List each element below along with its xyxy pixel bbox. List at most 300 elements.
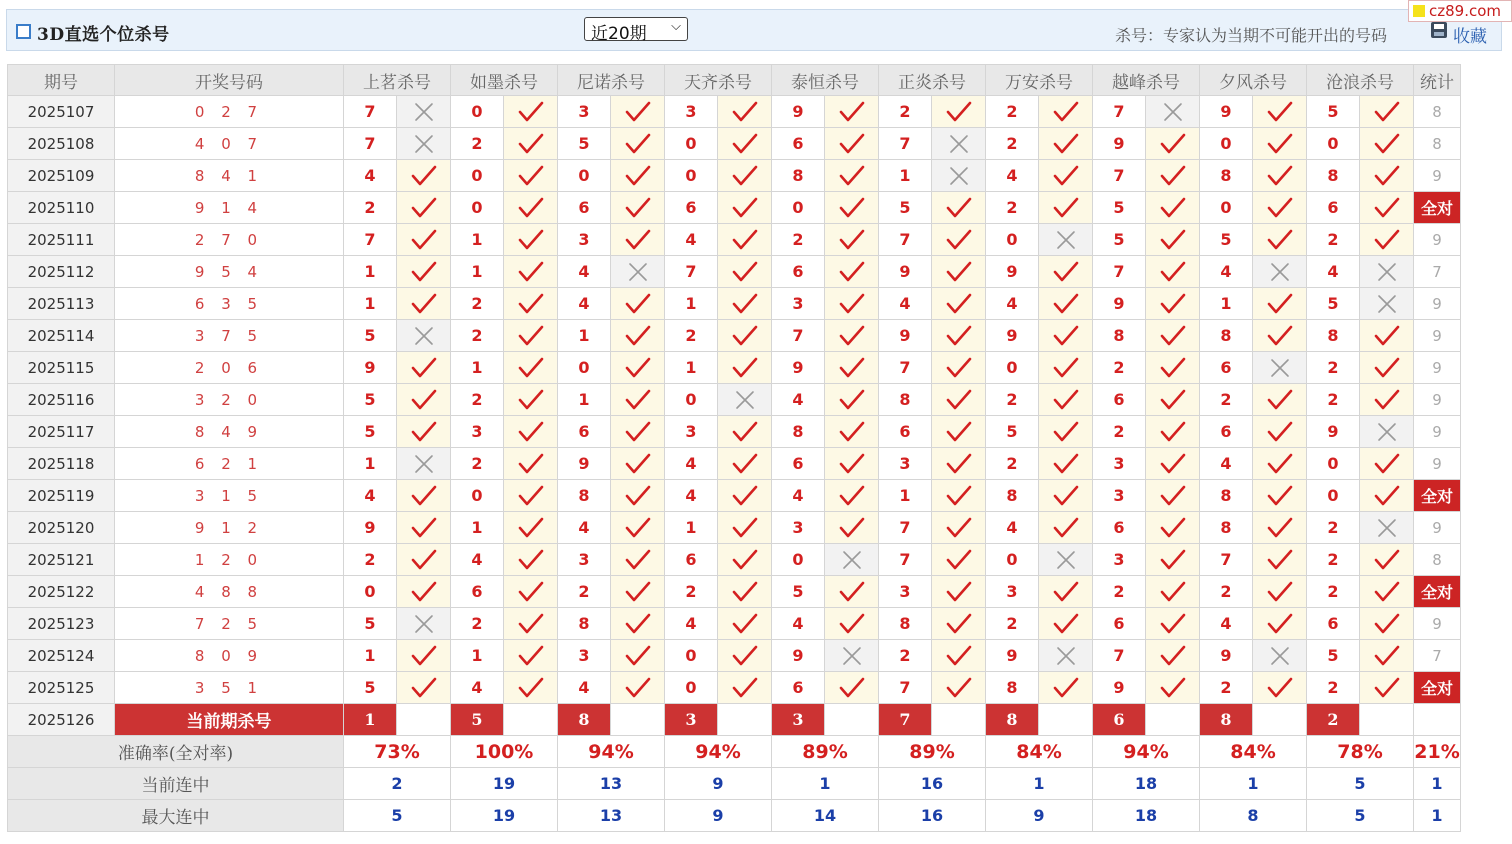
- cross-icon: [1267, 645, 1293, 667]
- check-icon: [732, 613, 758, 635]
- kill-number-cell: 9: [344, 512, 396, 543]
- result-cell: [825, 640, 878, 671]
- result-cell: [1146, 448, 1199, 479]
- result-cell: [504, 128, 557, 159]
- kill-number-cell: 4: [665, 608, 717, 639]
- check-icon: [411, 293, 437, 315]
- result-cell: [611, 288, 664, 319]
- kill-number-cell: 8: [772, 416, 824, 447]
- check-icon: [1053, 453, 1079, 475]
- check-icon: [1053, 517, 1079, 539]
- check-icon: [839, 165, 865, 187]
- result-cell: [718, 352, 771, 383]
- table-row: [8, 608, 1460, 639]
- kill-number-cell: 5: [344, 672, 396, 703]
- check-icon: [1160, 293, 1186, 315]
- current-kill-cell: 6: [1093, 704, 1145, 735]
- kill-number-cell: 0: [772, 544, 824, 575]
- empty-cell: [718, 704, 771, 735]
- kill-number-cell: 0: [451, 160, 503, 191]
- result-cell: [1039, 224, 1092, 255]
- result-cell: [611, 576, 664, 607]
- stat-cell: 全对: [1414, 672, 1460, 703]
- result-cell: [1253, 128, 1306, 159]
- kill-number-cell: 8: [1200, 480, 1252, 511]
- kill-number-cell: 0: [558, 160, 610, 191]
- result-cell: [1039, 384, 1092, 415]
- check-icon: [732, 293, 758, 315]
- summary-label-cell: 准确率(全对率): [8, 736, 343, 767]
- kill-number-cell: 4: [1200, 608, 1252, 639]
- result-cell: [932, 512, 985, 543]
- check-icon: [839, 197, 865, 219]
- chevron-down-icon: ⌵: [671, 19, 681, 34]
- kill-number-cell: 8: [986, 672, 1038, 703]
- kill-number-cell: 2: [665, 320, 717, 351]
- issue-cell: 2025114: [8, 320, 114, 351]
- summary-row: [8, 800, 1460, 831]
- check-icon: [1160, 485, 1186, 507]
- kill-number-cell: 4: [665, 480, 717, 511]
- result-cell: [1039, 256, 1092, 287]
- result-cell: [932, 640, 985, 671]
- result-cell: [932, 288, 985, 319]
- empty-cell: [932, 704, 985, 735]
- stat-cell: 8: [1414, 96, 1460, 127]
- check-icon: [732, 165, 758, 187]
- kill-number-cell: 8: [1200, 160, 1252, 191]
- result-cell: [397, 512, 450, 543]
- check-icon: [1267, 293, 1293, 315]
- cross-icon: [625, 261, 651, 283]
- kill-number-cell: 0: [986, 544, 1038, 575]
- kill-number-cell: 9: [1093, 672, 1145, 703]
- result-cell: [611, 352, 664, 383]
- checkbox-icon[interactable]: [16, 24, 31, 39]
- kill-number-cell: 1: [344, 256, 396, 287]
- draw-number-cell: 4 0 7: [115, 128, 343, 159]
- result-cell: [825, 672, 878, 703]
- result-cell: [932, 256, 985, 287]
- result-cell: [718, 448, 771, 479]
- summary-stat-cell: 1: [1414, 800, 1460, 831]
- kill-number-cell: 2: [986, 96, 1038, 127]
- current-kill-cell: 3: [772, 704, 824, 735]
- kill-number-cell: 7: [344, 96, 396, 127]
- kill-number-cell: 2: [665, 576, 717, 607]
- stat-cell: 8: [1414, 128, 1460, 159]
- check-icon: [946, 389, 972, 411]
- check-icon: [518, 421, 544, 443]
- favorite-link[interactable]: 收藏: [1453, 27, 1487, 47]
- summary-value-cell: 78%: [1307, 736, 1413, 767]
- kill-number-cell: 2: [1307, 672, 1359, 703]
- result-cell: [397, 96, 450, 127]
- check-icon: [946, 453, 972, 475]
- issue-cell: 2025121: [8, 544, 114, 575]
- result-cell: [611, 512, 664, 543]
- save-icon[interactable]: [1431, 22, 1447, 38]
- check-icon: [518, 133, 544, 155]
- summary-value-cell: 94%: [558, 736, 664, 767]
- result-cell: [932, 192, 985, 223]
- result-cell: [825, 128, 878, 159]
- result-cell: [1360, 640, 1413, 671]
- check-icon: [518, 389, 544, 411]
- result-cell: [932, 320, 985, 351]
- check-icon: [1374, 101, 1400, 123]
- kill-number-cell: 2: [451, 384, 503, 415]
- summary-value-cell: 16: [879, 800, 985, 831]
- kill-number-cell: 4: [344, 160, 396, 191]
- kill-number-cell: 2: [1307, 224, 1359, 255]
- check-icon: [1160, 325, 1186, 347]
- kill-number-cell: 4: [344, 480, 396, 511]
- stat-cell: 7: [1414, 640, 1460, 671]
- kill-number-cell: 2: [1307, 512, 1359, 543]
- kill-number-cell: 1: [451, 512, 503, 543]
- result-cell: [611, 128, 664, 159]
- current-label-cell: 当前期杀号: [115, 704, 343, 735]
- kill-number-cell: 7: [879, 544, 931, 575]
- kill-number-cell: 2: [986, 384, 1038, 415]
- kill-number-cell: 0: [1307, 128, 1359, 159]
- check-icon: [1160, 229, 1186, 251]
- kill-number-cell: 3: [772, 288, 824, 319]
- kill-number-cell: 9: [1093, 128, 1145, 159]
- kill-number-cell: 4: [986, 160, 1038, 191]
- empty-cell: [825, 704, 878, 735]
- kill-number-cell: 7: [665, 256, 717, 287]
- result-cell: [1253, 480, 1306, 511]
- draw-number-cell: 3 2 0: [115, 384, 343, 415]
- column-header: 尼诺杀号: [558, 65, 664, 95]
- draw-number-cell: 3 7 5: [115, 320, 343, 351]
- check-icon: [946, 549, 972, 571]
- issue-cell: 2025113: [8, 288, 114, 319]
- kill-number-cell: 4: [986, 512, 1038, 543]
- kill-number-cell: 2: [1307, 352, 1359, 383]
- result-cell: [825, 352, 878, 383]
- summary-row: [8, 736, 1460, 767]
- result-cell: [611, 448, 664, 479]
- result-cell: [504, 672, 557, 703]
- kill-number-cell: 6: [772, 128, 824, 159]
- check-icon: [839, 357, 865, 379]
- result-cell: [1360, 96, 1413, 127]
- summary-value-cell: 84%: [986, 736, 1092, 767]
- result-cell: [504, 640, 557, 671]
- result-cell: [1039, 544, 1092, 575]
- check-icon: [1053, 485, 1079, 507]
- result-cell: [825, 576, 878, 607]
- result-cell: [825, 256, 878, 287]
- result-cell: [1146, 608, 1199, 639]
- result-cell: [1146, 128, 1199, 159]
- stat-cell: 9: [1414, 320, 1460, 351]
- kill-number-cell: 7: [344, 128, 396, 159]
- kill-number-cell: 1: [344, 288, 396, 319]
- kill-number-cell: 5: [772, 576, 824, 607]
- kill-number-cell: 4: [558, 672, 610, 703]
- result-cell: [718, 192, 771, 223]
- kill-number-cell: 5: [1093, 224, 1145, 255]
- kill-number-cell: 2: [451, 128, 503, 159]
- kill-number-cell: 6: [1093, 608, 1145, 639]
- kill-number-cell: 8: [558, 480, 610, 511]
- check-icon: [625, 485, 651, 507]
- table-row: [8, 128, 1460, 159]
- kill-number-cell: 5: [879, 192, 931, 223]
- check-icon: [1267, 229, 1293, 251]
- summary-value-cell: 89%: [772, 736, 878, 767]
- check-icon: [1160, 613, 1186, 635]
- result-cell: [611, 192, 664, 223]
- check-icon: [1267, 485, 1293, 507]
- summary-value-cell: 9: [665, 768, 771, 799]
- kill-note: 杀号：专家认为当期不可能开出的号码: [1115, 26, 1388, 45]
- kill-number-cell: 5: [1307, 288, 1359, 319]
- kill-number-cell: 1: [879, 160, 931, 191]
- check-icon: [625, 421, 651, 443]
- summary-value-cell: 5: [1307, 768, 1413, 799]
- stat-cell: 9: [1414, 224, 1460, 255]
- check-icon: [732, 677, 758, 699]
- result-cell: [1253, 352, 1306, 383]
- result-cell: [397, 544, 450, 575]
- kill-number-cell: 8: [1093, 320, 1145, 351]
- summary-value-cell: 5: [1307, 800, 1413, 831]
- summary-value-cell: 1: [1200, 768, 1306, 799]
- draw-number-cell: 6 2 1: [115, 448, 343, 479]
- draw-number-cell: 9 1 2: [115, 512, 343, 543]
- kill-number-cell: 8: [1307, 320, 1359, 351]
- check-icon: [1267, 133, 1293, 155]
- check-icon: [1267, 453, 1293, 475]
- kill-number-cell: 8: [558, 608, 610, 639]
- check-icon: [1267, 101, 1293, 123]
- kill-number-cell: 8: [1200, 512, 1252, 543]
- kill-number-cell: 5: [1307, 96, 1359, 127]
- kill-number-cell: 4: [1200, 448, 1252, 479]
- result-cell: [825, 96, 878, 127]
- check-icon: [1374, 581, 1400, 603]
- result-cell: [504, 384, 557, 415]
- result-cell: [1253, 320, 1306, 351]
- check-icon: [1374, 645, 1400, 667]
- empty-cell: [504, 704, 557, 735]
- cross-icon: [411, 133, 437, 155]
- kill-number-cell: 0: [665, 384, 717, 415]
- result-cell: [504, 416, 557, 447]
- kill-number-cell: 1: [451, 640, 503, 671]
- draw-number-cell: 8 4 9: [115, 416, 343, 447]
- result-cell: [1146, 352, 1199, 383]
- result-cell: [718, 320, 771, 351]
- check-icon: [1267, 165, 1293, 187]
- empty-cell: [1039, 704, 1092, 735]
- check-icon: [1160, 261, 1186, 283]
- issue-cell: 2025110: [8, 192, 114, 223]
- cross-icon: [411, 101, 437, 123]
- result-cell: [1253, 512, 1306, 543]
- result-cell: [932, 224, 985, 255]
- check-icon: [1374, 485, 1400, 507]
- check-icon: [732, 101, 758, 123]
- stat-cell: 全对: [1414, 192, 1460, 223]
- check-icon: [1374, 197, 1400, 219]
- kill-number-cell: 2: [451, 448, 503, 479]
- check-icon: [946, 101, 972, 123]
- kill-number-cell: 3: [558, 640, 610, 671]
- table-row: [8, 320, 1460, 351]
- result-cell: [611, 480, 664, 511]
- check-icon: [839, 229, 865, 251]
- result-cell: [504, 160, 557, 191]
- result-cell: [1360, 160, 1413, 191]
- period-select[interactable]: [584, 17, 688, 44]
- kill-number-cell: 3: [665, 416, 717, 447]
- check-icon: [1160, 581, 1186, 603]
- result-cell: [932, 544, 985, 575]
- kill-number-cell: 0: [558, 352, 610, 383]
- check-icon: [625, 197, 651, 219]
- check-icon: [518, 101, 544, 123]
- result-cell: [1146, 288, 1199, 319]
- summary-value-cell: 89%: [879, 736, 985, 767]
- table-row: [8, 640, 1460, 671]
- check-icon: [732, 229, 758, 251]
- result-cell: [1253, 608, 1306, 639]
- kill-number-cell: 9: [772, 352, 824, 383]
- result-cell: [1360, 480, 1413, 511]
- title-bar: [6, 9, 1502, 51]
- result-cell: [932, 576, 985, 607]
- issue-cell: 2025120: [8, 512, 114, 543]
- check-icon: [625, 677, 651, 699]
- kill-number-cell: 4: [665, 448, 717, 479]
- check-icon: [625, 101, 651, 123]
- check-icon: [1374, 677, 1400, 699]
- result-cell: [718, 384, 771, 415]
- check-icon: [1053, 165, 1079, 187]
- result-cell: [397, 640, 450, 671]
- kill-number-cell: 9: [1200, 640, 1252, 671]
- kill-number-cell: 0: [1200, 128, 1252, 159]
- result-cell: [611, 320, 664, 351]
- current-issue-cell: 2025126: [8, 704, 114, 735]
- kill-number-cell: 5: [344, 384, 396, 415]
- check-icon: [1267, 197, 1293, 219]
- check-icon: [1267, 517, 1293, 539]
- issue-cell: 2025123: [8, 608, 114, 639]
- stat-cell: 全对: [1414, 480, 1460, 511]
- check-icon: [1160, 549, 1186, 571]
- check-icon: [411, 165, 437, 187]
- check-icon: [518, 325, 544, 347]
- result-cell: [932, 672, 985, 703]
- kill-number-cell: 2: [879, 96, 931, 127]
- check-icon: [946, 485, 972, 507]
- result-cell: [1146, 224, 1199, 255]
- result-cell: [1360, 384, 1413, 415]
- summary-value-cell: 16: [879, 768, 985, 799]
- check-icon: [1374, 229, 1400, 251]
- kill-number-cell: 7: [879, 512, 931, 543]
- column-header: 上茗杀号: [344, 65, 450, 95]
- cross-icon: [411, 453, 437, 475]
- kill-number-cell: 6: [558, 416, 610, 447]
- column-header: 沧浪杀号: [1307, 65, 1413, 95]
- result-cell: [1039, 352, 1092, 383]
- kill-number-cell: 4: [772, 480, 824, 511]
- empty-cell: [1360, 704, 1413, 735]
- result-cell: [1146, 416, 1199, 447]
- result-cell: [1146, 512, 1199, 543]
- result-cell: [1146, 672, 1199, 703]
- stat-cell: 8: [1414, 544, 1460, 575]
- check-icon: [732, 453, 758, 475]
- kill-number-cell: 1: [879, 480, 931, 511]
- result-cell: [611, 608, 664, 639]
- cross-icon: [1374, 293, 1400, 315]
- kill-number-cell: 7: [879, 672, 931, 703]
- result-cell: [504, 352, 557, 383]
- check-icon: [732, 421, 758, 443]
- kill-number-cell: 3: [451, 416, 503, 447]
- check-icon: [1267, 581, 1293, 603]
- cross-icon: [1160, 101, 1186, 123]
- result-cell: [611, 256, 664, 287]
- result-cell: [1360, 448, 1413, 479]
- check-icon: [1374, 613, 1400, 635]
- cross-icon: [946, 133, 972, 155]
- summary-value-cell: 14: [772, 800, 878, 831]
- kill-number-cell: 2: [772, 224, 824, 255]
- kill-number-cell: 0: [986, 352, 1038, 383]
- kill-number-cell: 9: [1200, 96, 1252, 127]
- summary-label-cell: 最大连中: [8, 800, 343, 831]
- summary-value-cell: 9: [665, 800, 771, 831]
- kill-number-cell: 9: [344, 352, 396, 383]
- kill-number-cell: 0: [1200, 192, 1252, 223]
- result-cell: [1360, 672, 1413, 703]
- result-cell: [1360, 576, 1413, 607]
- issue-cell: 2025122: [8, 576, 114, 607]
- stat-cell: 9: [1414, 160, 1460, 191]
- issue-cell: 2025112: [8, 256, 114, 287]
- check-icon: [1160, 517, 1186, 539]
- check-icon: [732, 197, 758, 219]
- result-cell: [825, 512, 878, 543]
- kill-number-cell: 5: [1307, 640, 1359, 671]
- check-icon: [839, 677, 865, 699]
- table-row: [8, 224, 1460, 255]
- check-icon: [1374, 357, 1400, 379]
- empty-cell: [1146, 704, 1199, 735]
- result-cell: [718, 640, 771, 671]
- summary-value-cell: 18: [1093, 800, 1199, 831]
- kill-number-cell: 0: [665, 672, 717, 703]
- cross-icon: [1053, 229, 1079, 251]
- result-cell: [397, 192, 450, 223]
- check-icon: [518, 613, 544, 635]
- summary-value-cell: 1: [772, 768, 878, 799]
- result-cell: [1253, 256, 1306, 287]
- check-icon: [839, 325, 865, 347]
- kill-number-cell: 5: [344, 608, 396, 639]
- kill-number-cell: 4: [558, 256, 610, 287]
